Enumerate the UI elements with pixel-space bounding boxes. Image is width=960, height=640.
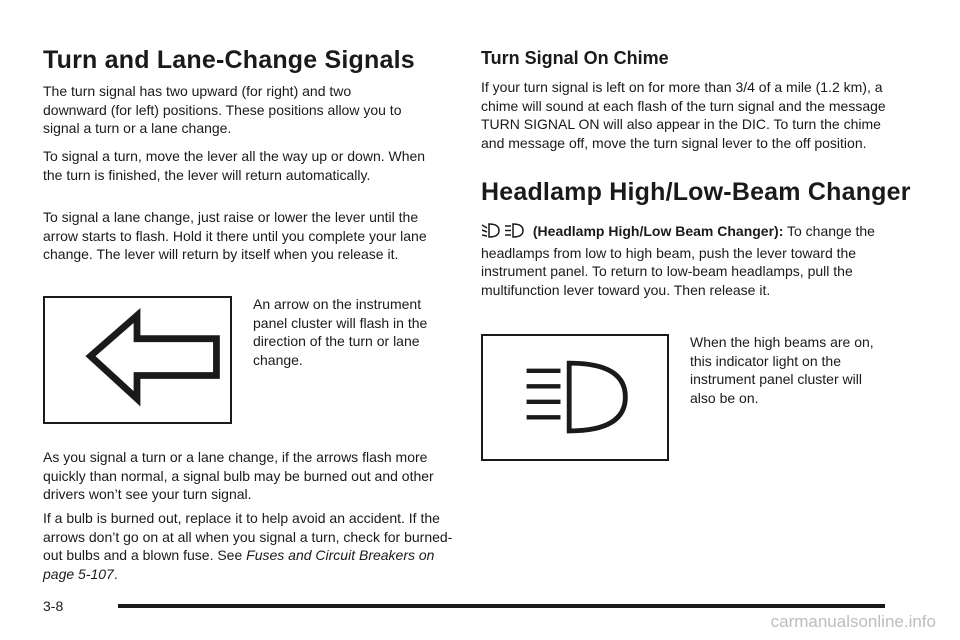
footer-rule (118, 604, 885, 608)
watermark: carmanualsonline.info (770, 612, 936, 631)
burned-out-end: . (113, 565, 118, 582)
left-arrow-icon (45, 298, 230, 422)
section-title-headlamp: Headlamp High/Low-Beam Changer (481, 178, 911, 206)
paragraph-flash-rate: As you signal a turn or a lane change, if the arrows flash more quickly than normal, a signal bulb may be burned out and other drivers won’t see your turn signal. (43, 449, 434, 502)
high-beam-caption: When the high beams are on, this indicator light on the instrument panel cluster will also be on. (690, 334, 874, 406)
paragraph-signal-turn: To signal a turn, move the lever all the way up or down. When the turn is finished, the lever will return automatically. (43, 148, 426, 183)
fuses-reference-link[interactable]: Fuses and Circuit Breakers on page 5-107 (43, 547, 435, 582)
high-beam-figure (481, 334, 669, 461)
paragraph-lane-change: To signal a lane change, just raise or lower the lever until the arrow starts to flash. Hold it there until you complete your lane change. The lever will return by itself when you release it. (43, 209, 427, 262)
headlamp-changer-text: To change the headlamps from low to high beam, push the lever toward the instrument panel. To return to low-beam headlamps, pull the multifunction lever toward you. Then release it. (481, 223, 875, 298)
high-beam-indicator-icon (483, 336, 667, 459)
paragraph-burned-out-bulb (43, 509, 453, 583)
section-title-turn-signals: Turn and Lane-Change Signals (43, 46, 415, 74)
burned-out-text: If a bulb is burned out, replace it to help avoid an accident. If the arrows don’t go on at all when you signal a turn, check for burned-out bulbs and a blown fuse. See (43, 510, 453, 563)
headlamp-changer-label: (Headlamp High/Low Beam Changer): (532, 223, 784, 239)
paragraph-chime: If your turn signal is left on for more than 3/4 of a mile (1.2 km), a chime will sound at each flash of the turn signal and the message TURN SIGNAL ON will also appear in the DIC. To turn the chime and message off, move the turn signal lever to the off position. (481, 79, 886, 151)
turn-arrow-caption: An arrow on the instrument panel cluster will flash in the direction of the turn or lane change. (253, 296, 428, 368)
turn-arrow-figure (43, 296, 232, 424)
low-beam-icon (481, 222, 503, 244)
high-beam-icon (503, 222, 529, 244)
paragraph-headlamp-changer (481, 222, 886, 299)
page-number: 3-8 (43, 598, 64, 614)
subsection-title-chime: Turn Signal On Chime (481, 48, 669, 68)
paragraph-turn-positions: The turn signal has two upward (for right) and two downward (for left) positions. These positions allow you to signal a turn or a lane change. (43, 83, 402, 136)
